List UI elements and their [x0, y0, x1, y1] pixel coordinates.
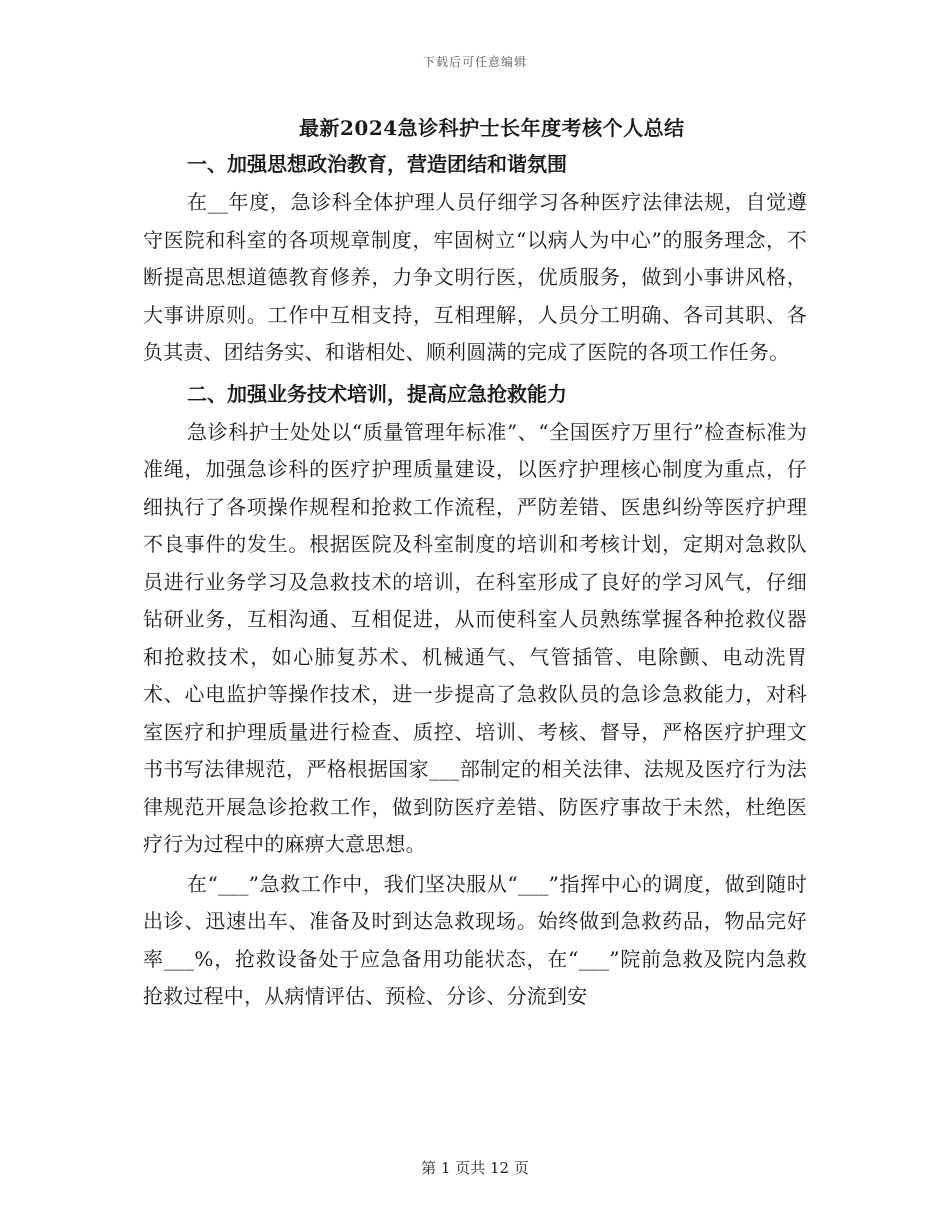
section-heading-2: 二、加强业务技术培训，提高应急抢救能力: [187, 381, 567, 406]
section-2-paragraph-2: 在“___”急救工作中，我们坚决服从“___”指挥中心的调度，做到随时出诊、迅速出车、准备及时到达急救现场。始终做到急救药品，物品完好率___%，抢救设备处于应急备用功能状态，在“___”院前急救及院内急救抢救过程中，从病情评估、预检、分诊、分流到安: [143, 871, 807, 1008]
document-title: 最新2024急诊科护士长年度考核个人总结: [299, 116, 685, 140]
section-heading-1: 一、加强思想政治教育，营造团结和谐氛围: [187, 152, 567, 176]
page-number-footer: 第 1 页共 12 页: [421, 1159, 529, 1177]
header-note: 下载后可任意编辑: [422, 55, 527, 69]
section-1-paragraph-1: 在__年度，急诊科全体护理人员仔细学习各种医疗法律法规，自觉遵守医院和科室的各项规章制度，牢固树立“以病人为中心”的服务理念，不断提高思想道德教育修养，力争文明行医，优质服务，做到小事讲风格，大事讲原则。工作中互相支持，互相理解，人员分工明确、各司其职、各负其责、团结务实、和谐相处、顺利圆满的完成了医院的各项工作任务。: [143, 190, 807, 364]
section-2-paragraph-1: 急诊科护士处处以“质量管理年标准”、“全国医疗万里行”检查标准为准绳，加强急诊科的医疗护理质量建设，以医疗护理核心制度为重点，仔细执行了各项操作规程和抢救工作流程，严防差错、医患纠纷等医疗护理不良事件的发生。根据医院及科室制度的培训和考核计划，定期对急救队员进行业务学习及急救技术的培训，在科室形成了良好的学习风气，仔细钻研业务，互相沟通、互相促进，从而使科室人员熟练掌握各种抢救仪器和抢救技术，如心肺复苏术、机械通气、气管插管、电除颤、电动洗胃术、心电监护等操作技术，进一步提高了急救队员的急诊急救能力，对科室医疗和护理质量进行检查、质控、培训、考核、督导，严格医疗护理文书书写法律规范，严格根据国家___部制定的相关法律、法规及医疗行为法律规范开展急诊抢救工作，做到防医疗差错、防医疗事故于未然，杜绝医疗行为过程中的麻痹大意思想。: [143, 419, 807, 856]
document-body: [143, 112, 807, 1016]
